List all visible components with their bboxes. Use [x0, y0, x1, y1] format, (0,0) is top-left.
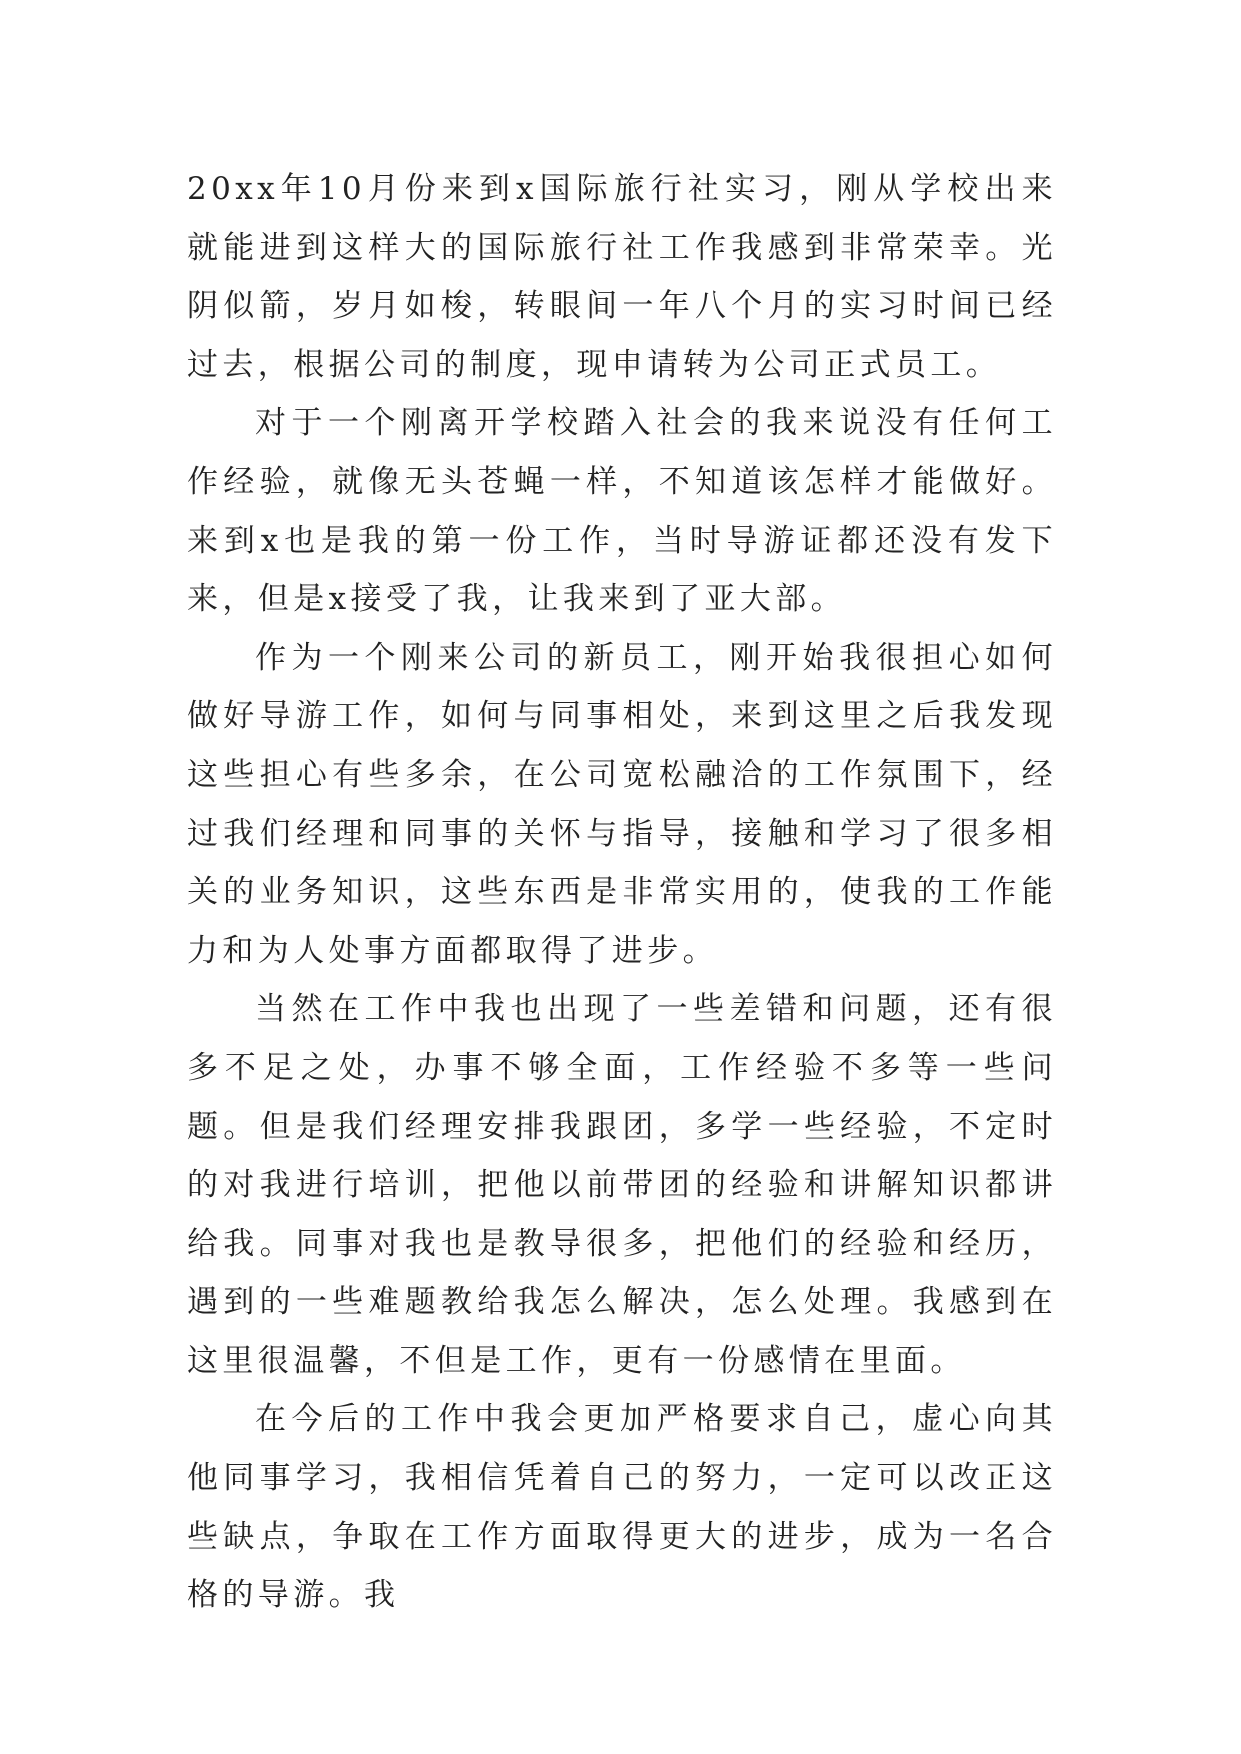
paragraph-2: 对于一个刚离开学校踏入社会的我来说没有任何工作经验，就像无头苍蝇一样，不知道该怎样才能做好。来到x也是我的第一份工作，当时导游证都还没有发下来，但是x接受了我，让我来到了亚大部。 [187, 405, 1057, 618]
paragraph-1: 20xx年10月份来到x国际旅行社实习，刚从学校出来就能进到这样大的国际旅行社工作我感到非常荣幸。光阴似箭，岁月如梭，转眼间一年八个月的实习时间已经过去，根据公司的制度，现申请转为公司正式员工。 [187, 171, 1057, 383]
document-body [187, 160, 1057, 1625]
paragraph-5: 在今后的工作中我会更加严格要求自己，虚心向其他同事学习，我相信凭着自己的努力，一定可以改正这些缺点，争取在工作方面取得更大的进步，成为一名合格的导游。我 [187, 1401, 1057, 1614]
paragraph-4: 当然在工作中我也出现了一些差错和问题，还有很多不足之处，办事不够全面，工作经验不多等一些问题。但是我们经理安排我跟团，多学一些经验，不定时的对我进行培训，把他以前带团的经验和讲解知识都讲给我。同事对我也是教导很多，把他们的经验和经历，遇到的一些难题教给我怎么解决，怎么处理。我感到在这里很温馨，不但是工作，更有一份感情在里面。 [187, 991, 1057, 1379]
paragraph-3: 作为一个刚来公司的新员工，刚开始我很担心如何做好导游工作，如何与同事相处，来到这里之后我发现这些担心有些多余，在公司宽松融洽的工作氛围下，经过我们经理和同事的关怀与指导，接触和学习了很多相关的业务知识，这些东西是非常实用的，使我的工作能力和为人处事方面都取得了进步。 [187, 639, 1057, 969]
